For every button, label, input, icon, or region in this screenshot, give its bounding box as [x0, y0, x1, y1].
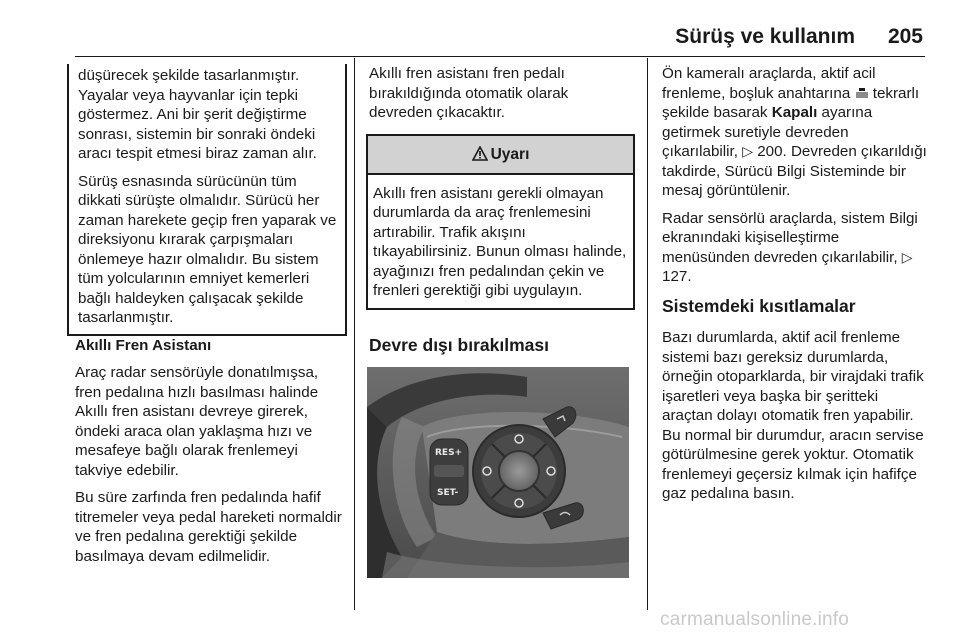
- box-paragraph-2: Sürüş esnasında sürücünün tüm dikkati sürüşte olmalıdır. Sürücü her zaman harekete geçip fren yaparak ve direksiyonu kırarak çarpışmaları önlemeye hazır olmalıdır. Bu sistem tüm yolcularının emniyet kemerleri bağlı haldeyken çalışacak şekilde tasarlanmıştır.: [78, 172, 337, 326]
- continued-warning-box: [67, 64, 347, 336]
- set-label: SET-: [437, 488, 459, 498]
- page-header: [0, 0, 960, 56]
- column-2: [369, 64, 633, 584]
- page-ref-200: 200. Devreden çıkarıldığı takdirde, Sürücü Bilgi Sisteminde bir mesaj görüntülenir.: [662, 143, 927, 199]
- page-ref-127: 127.: [662, 268, 692, 285]
- paragraph-smart-brake-2: Bu süre zarfında fren pedalında hafif titremeler veya pedal hareketi normaldir ve fren pedalına gerektiği şekilde basılmaya devam edilmelidir.: [75, 489, 342, 565]
- watermark[interactable]: carmanualsonline.info: [660, 609, 850, 630]
- text-fragment: Ön kameralı araçlarda, aktif acil frenleme, boşluk anahtarına: [662, 65, 876, 102]
- chapter-title: Sürüş ve kullanım: [675, 25, 855, 48]
- section-title-deactivation: Devre dışı bırakılması: [369, 334, 549, 355]
- warning-title: Uyarı: [490, 145, 530, 163]
- keyword-off: Kapalı: [771, 104, 818, 121]
- warning-body: Akıllı fren asistanı gerekli olmayan durumlarda da araç frenlemesini artırabilir. Trafik akışını tıkayabilirsiniz. Bunun olması halinde, ayağınızı fren pedalından çekin ve frenleri gerektiği gibi uygulayın.: [373, 184, 627, 299]
- text-fragment: Radar sensörlü araçlarda, sistem Bilgi ekranındaki kişiselleştirme menüsünden devreden çıkarılabilir,: [662, 209, 918, 266]
- column-divider-1: [354, 58, 355, 610]
- paragraph-smart-brake-1: Araç radar sensörüyle donatılmışsa, fren pedalına hızlı basılması halinde Akıllı fren asistanı devreye girerek, öndeki araca olan yaklaşma hızı ve mesafeye bağlı olarak frenlemeyi takviye edebilir.: [75, 364, 319, 479]
- column-divider-2: [647, 58, 648, 610]
- subheading-smart-brake-assist: Akıllı Fren Asistanı: [75, 336, 212, 354]
- gap-switch-icon: [855, 85, 869, 102]
- text-fragment: tekrarlı şekilde basarak: [662, 84, 920, 121]
- paragraph-limitations: Bazı durumlarda, aktif acil frenleme sistemi bazı gereksiz durumlarda, örneğin otoparklarda, bir virajdaki trafik işaretleri veya başka bir şeritteki araçtan dolayı otomatik fren yapabilir. Bu normal bir durumdur, aracın servise götürülmesine gerek yoktur. Otomatik frenlemeyi geçersiz kılmak için hafifçe gaz pedalına basın.: [662, 329, 924, 502]
- box-paragraph-1: düşürecek şekilde tasarlanmıştır. Yayalar veya hayvanlar için tepki göstermez. Ani bir şerit değiştirme sonrası, sistemin bir sonraki öndeki aracı tespit etmesi biraz zaman alır.: [78, 67, 317, 162]
- section-title-limitations: Sistemdeki kısıtlamalar: [662, 295, 856, 316]
- paragraph-radar-vehicles: [662, 209, 928, 287]
- warning-header: [368, 136, 633, 175]
- header-divider: [75, 56, 925, 57]
- page-ref-icon: ▷: [901, 248, 913, 265]
- paragraph-camera-vehicles: [662, 64, 928, 201]
- column-1: [75, 64, 343, 574]
- res-label: RES+: [435, 448, 463, 458]
- warning-box: [366, 134, 635, 310]
- paragraph-intro: Akıllı fren asistanı fren pedalı bırakıldığında otomatik olarak devreden çıkacaktır.: [369, 65, 569, 121]
- warning-triangle-icon: [472, 138, 488, 175]
- steering-wheel-illustration: [369, 367, 633, 584]
- column-3: [662, 64, 928, 512]
- text-fragment: ayarına getirmek suretiyle devreden çıkarılabilir,: [662, 104, 873, 160]
- page-number: 205: [887, 25, 923, 48]
- page-ref-icon: ▷: [742, 143, 753, 159]
